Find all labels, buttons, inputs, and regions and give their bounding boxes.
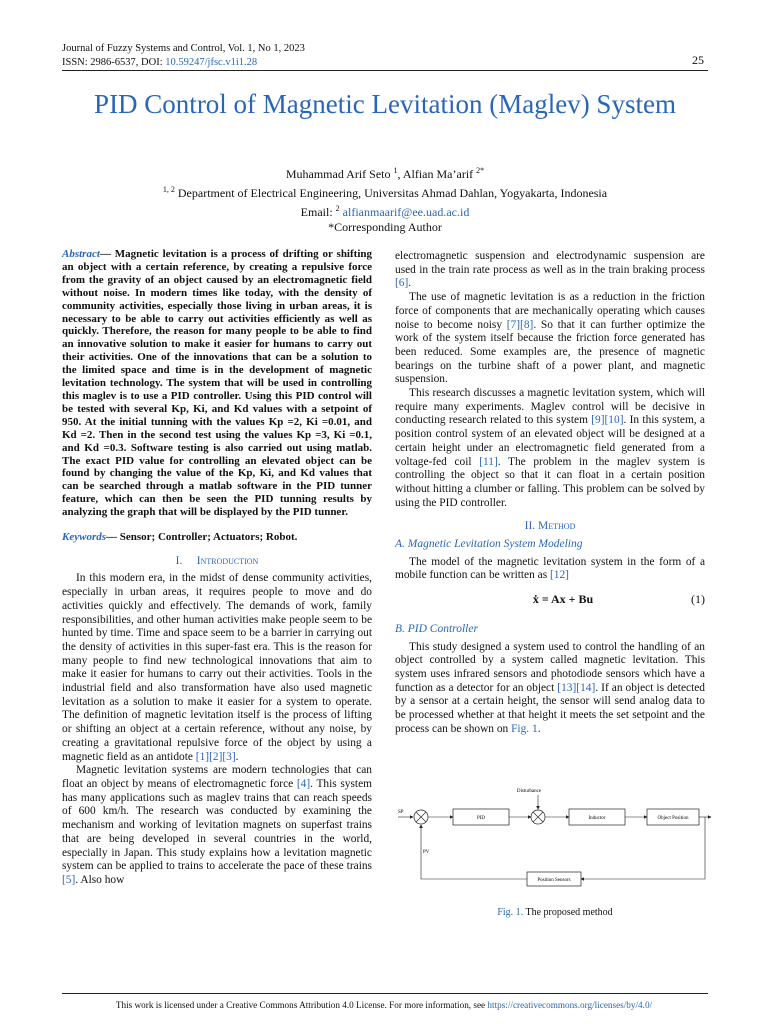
abstract-text: — Magnetic levitation is a process of drifting or shifting an object with a certain reference, by creating a repulsive force from the gravity of an object caused by an electromagnetic field without noise. In modern times like today, with the density of community activities, especially those living in urban areas, it is necessary to be able to carry out activities efficiently as well as quickly. Therefore, the reason for many people to be able to find an innovative solution to make it easier for humans to carry out their activities. One of the innovations that can be a solution to the limited space and time is in the development of magnetic levitation technology. The system that will be used in controlling this maglev is to use a PID controller. Using this PID control will be tested with several Kp, Ki, and Kd values with a setpoint of 950. At the initial tunning with the values Kp =2, Ki =0.01, and Kd =2. Then in the second test using the values Kp =3, Ki =0.1, and Kd =0.3. Software testing is also carried out using matlab. The exact PID value for controlling an elevated object can be found by changing the value of the Kp, Ki, and Kd values that can be searched through a matlab software in the PID tunner feature, which can then be seen the PID tunning results by analyzing the graph that will be displayed by the PID tunner. — [62, 248, 372, 519]
summing-junction-1 — [414, 810, 428, 824]
summing-junction-2 — [531, 810, 545, 824]
subsection-b-heading: B. PID Controller — [395, 622, 478, 635]
license-link[interactable]: https://creativecommons.org/licenses/by/4.0/ — [487, 1000, 653, 1010]
footer-rule — [62, 993, 708, 994]
continued-paragraph: electromagnetic suspension and electrodynamic suspension are used in the train rate process as well as in the train braking process [6]. — [395, 250, 705, 290]
author-2: Alfian Ma’arif — [402, 167, 474, 181]
journal-line: Journal of Fuzzy Systems and Control, Vol. 1, No 1, 2023 — [62, 43, 305, 54]
page-number: 25 — [692, 53, 704, 67]
object-position-label: Object Position — [657, 816, 689, 821]
subsection-b-text: This study designed a system used to control the handling of an object controlled by a system called magnetic levitation. This system uses infrared sensors and photodiode sensors which have a function as a detector for an object [13][14]. If an object is detected by a sensor at a certain height, the sensor will send analog data to be processed whether at that height it meets the set setpoint and the process can be shown on Fig. 1. — [395, 640, 705, 735]
email-link[interactable]: alfianmaarif@ee.uad.ac.id — [342, 205, 470, 219]
left-column — [62, 248, 372, 888]
figure-caption: Fig. 1. The proposed method — [497, 907, 613, 918]
equation-1 — [395, 593, 705, 607]
inductor-label: Inductor — [588, 816, 606, 821]
block-diagram — [395, 785, 715, 895]
feedback-line-right — [581, 817, 705, 879]
position-sensors-label: Position Sensors — [537, 878, 571, 883]
equation-expression: ẋ = Ax + Bu — [532, 592, 594, 607]
journal-header — [62, 42, 305, 70]
doi-link[interactable]: 10.59247/jfsc.v1i1.28 — [165, 57, 258, 68]
license-footer: This work is licensed under a Creative Commons Attribution 4.0 License. For more information, see https://creativecommons.org/licenses/by/4.0/ — [115, 1000, 653, 1010]
keywords: Keywords— Sensor; Controller; Actuators; Robot. — [62, 531, 298, 544]
intro-paragraph-1: In this modern era, in the midst of dense community activities, especially in urban areas, it requires people to move and do activities quickly and effectively. The demands of work, family responsibilities, and other human activities make people seem to be hunted by time. Time and space seem to be a barrier in carrying out the density of activities in this super-fast era. This is the reason for many people to find new technological innovations that aim to make it easier for humans to carry out their activities. Tools in the industrial field and also transformation have also used magnetic levitation as a solution to make it easier for a system to operate. The definition of magnetic levitation itself is the process of lifting or shifting an object at a certain reference, without any noise, by creating a gravitational repulsive force of the object by using a magnetic field as an antidote [1][2][3]. — [62, 572, 372, 763]
feedback-line-left — [421, 825, 527, 879]
issn-text: ISSN: 2986-6537, DOI: — [62, 57, 166, 68]
pv-label: PV — [423, 850, 430, 855]
subsection-a-heading: A. Magnetic Levitation System Modeling — [395, 538, 583, 551]
disturbance-label: Disturbance — [516, 789, 542, 794]
author-1: Muhammad Arif Seto — [285, 167, 391, 181]
right-paragraph-2: This research discusses a magnetic levitation system, which will require many experiments. Maglev control will be decisive in conducting research related to this system [9][10]. In this system, a position control system of an elevated object will be designed at a certain height under an electromagnetic field generated from a voltage-fed coil [11]. The problem in the maglev system is controlling the object so that it can float in a certain position without hitting a clumber or falling. This problem can be solved by using the PID controller. — [395, 387, 705, 509]
header-rule — [62, 70, 708, 71]
paper-title: PID Control of Magnetic Levitation (Maglev) System — [94, 89, 676, 119]
sp-label: SP — [398, 810, 404, 815]
intro-paragraph-2: Magnetic levitation systems are modern technologies that can float an object by means of electromagnetic force [4]. This system has many applications such as maglev trains that can reach speeds of 600 km/h. The research was conducted by examining the mechanism and working of levitation magnets on superfast trains that are being developed in several countries in the world, especially in Japan. This study explains how a levitation magnetic system can be applied to trains to accelerate the pace of these trains [5]. Also how — [62, 764, 372, 886]
corresponding-note: *Corresponding Author — [328, 220, 442, 234]
author-block: Muhammad Arif Seto $^1$, Alfian Ma’arif $^{2*}$ $^{1, 2}$ Department of Electrical Engineering, Universitas Ahmad Dahlan, Yogyakarta, Indonesia Email: $^2$ alfianmaarif@ee.uad.ac.id *Corresponding Author — [62, 163, 708, 235]
equation-number: (1) — [690, 592, 705, 607]
pid-label: PID — [476, 816, 486, 821]
section-heading-intro: I. Introduction — [175, 554, 259, 567]
section-heading-method: II. Method — [524, 520, 576, 533]
affiliation: Department of Electrical Engineering, Universitas Ahmad Dahlan, Yogyakarta, Indonesia — [177, 186, 608, 200]
abstract-lead: Abstract — [62, 248, 100, 260]
abstract — [62, 248, 372, 519]
subsection-a-text: The model of the magnetic levitation system in the form of a mobile function can be written as [12] — [395, 555, 705, 582]
right-column — [395, 250, 705, 737]
right-paragraph-1: The use of magnetic levitation is as a reduction in the friction force of components that are mechanically operating which causes noise to become noisy [7][8]. So that it can further optimize the work of the system itself because the friction force generated has been reduced. Some examples are, the presence of magnetic bearings on the turbine shaft of a power plant, and magnetic suspension. — [395, 291, 705, 386]
